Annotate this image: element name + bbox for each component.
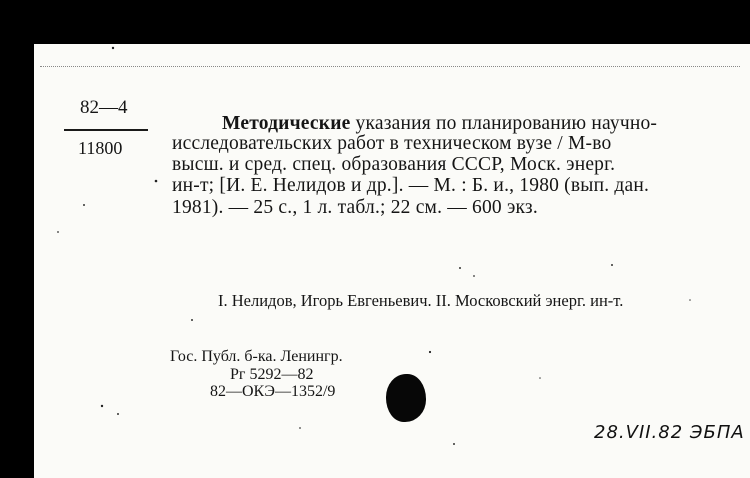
handwritten-note: 28.VII.82 ЭБПА: [594, 422, 745, 443]
entry-line-3: высш. и сред. спец. образования СССР, Моск. энерг.: [172, 154, 616, 175]
inventory-number: 11800: [78, 138, 123, 158]
holder-code: 82—ОКЭ—1352/9: [210, 383, 336, 400]
entry-line-4: ин-т; [И. Е. Нелидов и др.]. — М. : Б. и., 1980 (вып. дан.: [172, 175, 650, 196]
entry-line-5: 1981). — 25 с., 1 л. табл.; 22 см. — 600 экз.: [172, 197, 538, 218]
holder-library: Гос. Публ. б-ка. Ленингр.: [170, 348, 343, 365]
entry-title-bold: Методические: [222, 113, 351, 134]
entry-line-1-rest: указания по планированию научно-: [350, 113, 658, 134]
entry-line-2: исследовательских работ в техническом вузе / М-во: [172, 133, 612, 154]
holder-rg-number: Рг 5292—82: [230, 366, 314, 383]
tracing-line: I. Нелидов, Игорь Евгеньевич. II. Московский энерг. ин-т.: [218, 291, 624, 310]
shelf-cipher: 82—4: [80, 97, 128, 118]
